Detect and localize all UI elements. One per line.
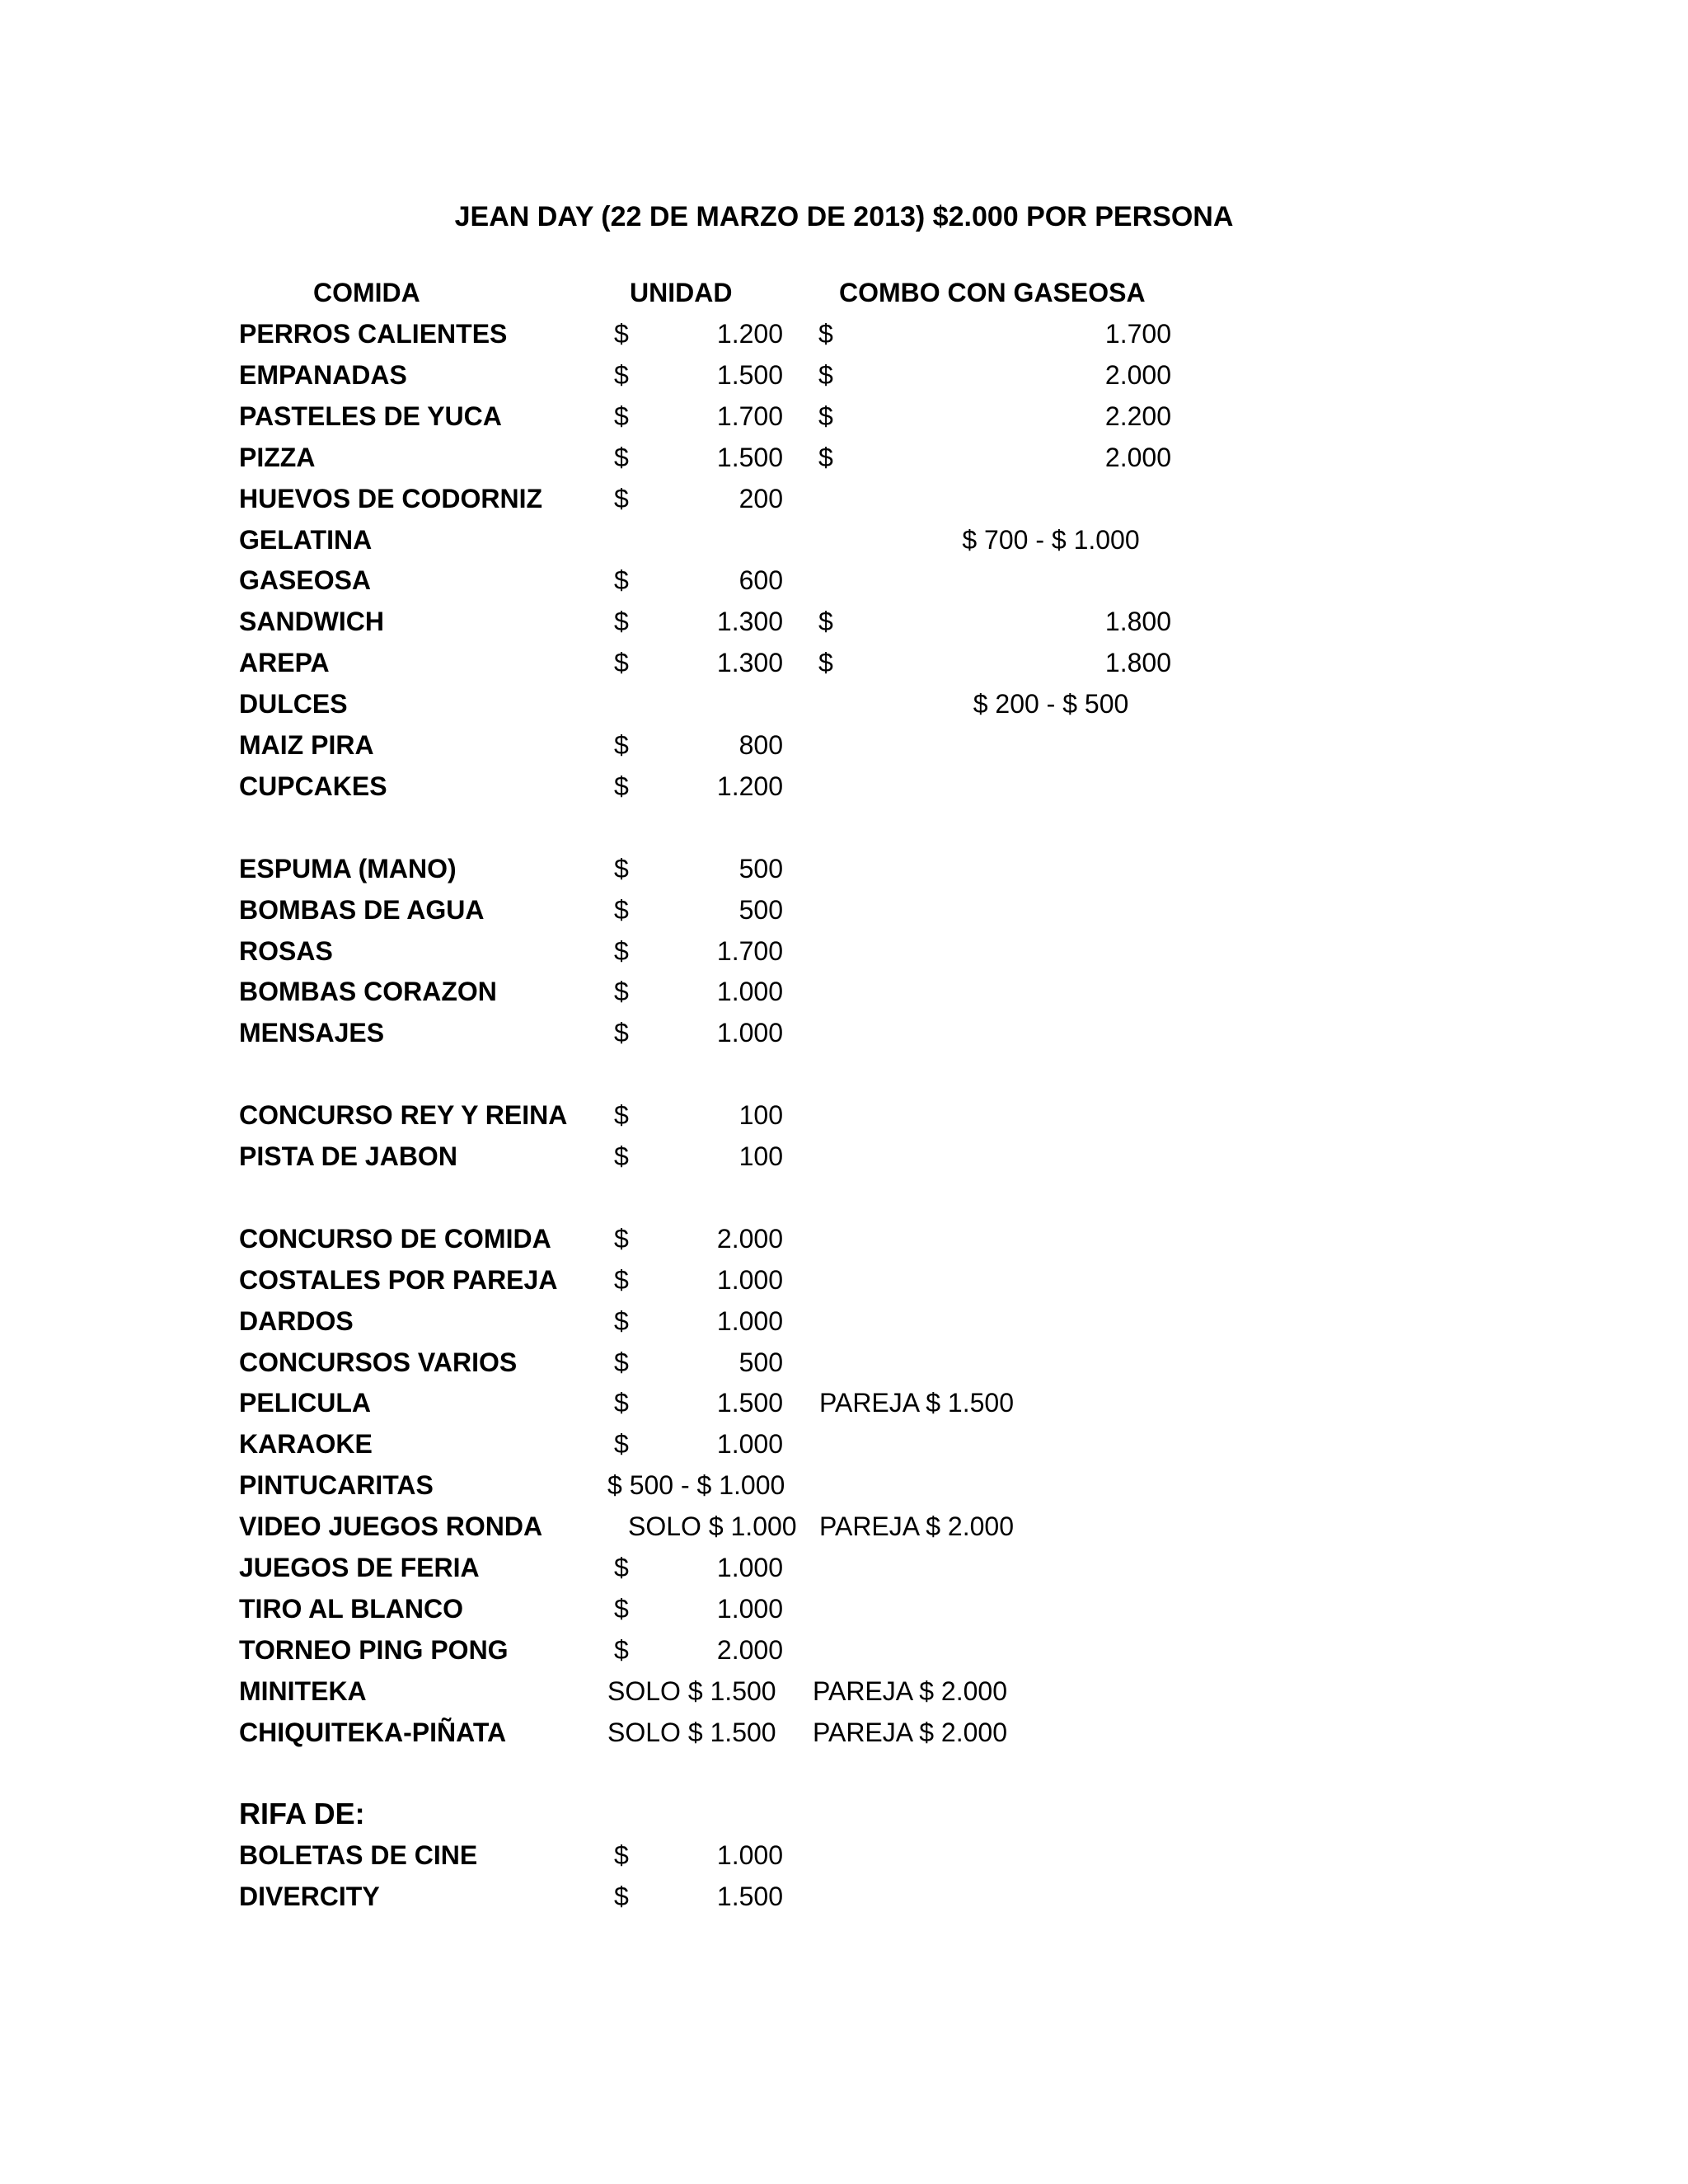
item-name: PERROS CALIENTES xyxy=(239,319,508,349)
unit-price: 1.700 xyxy=(716,935,783,966)
pair-price-text: PAREJA $ 2.000 xyxy=(819,1511,1014,1542)
table-row xyxy=(0,766,1688,807)
unit-price: 1.500 xyxy=(716,1388,783,1418)
unit-price: 1.300 xyxy=(716,607,783,637)
header-comida: COMIDA xyxy=(313,278,420,307)
unit-currency-sign: $ xyxy=(614,935,629,966)
item-name: ROSAS xyxy=(239,935,333,966)
unit-price: 200 xyxy=(738,483,783,513)
unit-price: 500 xyxy=(738,894,783,925)
combo-currency-sign: $ xyxy=(818,442,833,472)
unit-currency-sign: $ xyxy=(614,853,629,883)
unit-currency-sign: $ xyxy=(614,730,629,760)
item-name: COSTALES POR PAREJA xyxy=(239,1264,558,1295)
unit-price: 1.000 xyxy=(716,1593,783,1624)
combo-currency-sign: $ xyxy=(818,319,833,349)
unit-price-text: SOLO $ 1.500 xyxy=(607,1717,776,1747)
unit-currency-sign: $ xyxy=(614,977,629,1007)
unit-price-text: SOLO $ 1.500 xyxy=(607,1675,776,1706)
unit-currency-sign: $ xyxy=(614,1593,629,1624)
unit-price: 2.000 xyxy=(716,1223,783,1254)
unit-price: 1.700 xyxy=(716,401,783,431)
unit-price: 2.000 xyxy=(716,1634,783,1665)
header-unidad: UNIDAD xyxy=(630,278,733,307)
unit-price: 1.500 xyxy=(716,1882,783,1912)
unit-price: 500 xyxy=(738,1347,783,1377)
table-row xyxy=(0,1094,1688,1136)
unit-currency-sign: $ xyxy=(614,1347,629,1377)
unit-currency-sign: $ xyxy=(614,359,629,390)
item-name: VIDEO JUEGOS RONDA xyxy=(239,1511,543,1542)
item-name: CONCURSO REY Y REINA xyxy=(239,1100,568,1131)
table-row xyxy=(0,1876,1688,1917)
unit-price: 500 xyxy=(738,853,783,883)
unit-price: 1.500 xyxy=(716,359,783,390)
item-name: DIVERCITY xyxy=(239,1882,380,1912)
table-row xyxy=(0,560,1688,601)
combo-price-range: $ 200 - $ 500 xyxy=(973,689,1129,719)
unit-currency-sign: $ xyxy=(614,648,629,678)
table-row xyxy=(0,971,1688,1012)
unit-price: 1.500 xyxy=(716,442,783,472)
combo-price-range: $ 700 - $ 1.000 xyxy=(962,524,1140,555)
unit-currency-sign: $ xyxy=(614,1264,629,1295)
unit-currency-sign: $ xyxy=(614,771,629,801)
table-row xyxy=(0,1301,1688,1342)
table-row xyxy=(0,1547,1688,1588)
item-name: AREPA xyxy=(239,648,330,678)
pair-price-text: PAREJA $ 2.000 xyxy=(813,1675,1007,1706)
item-name: GASEOSA xyxy=(239,565,372,596)
section-heading: RIFA DE: xyxy=(239,1797,365,1831)
header-combo: COMBO CON GASEOSA xyxy=(839,278,1146,307)
unit-currency-sign: $ xyxy=(614,1882,629,1912)
page-title: JEAN DAY (22 DE MARZO DE 2013) $2.000 POR PERSONA xyxy=(454,201,1234,232)
unit-price: 1.300 xyxy=(716,648,783,678)
table-row xyxy=(0,1835,1688,1876)
combo-currency-sign: $ xyxy=(818,607,833,637)
unit-currency-sign: $ xyxy=(614,442,629,472)
table-row xyxy=(0,1423,1688,1465)
combo-price: 1.800 xyxy=(1104,607,1171,637)
unit-currency-sign: $ xyxy=(614,1840,629,1871)
unit-price: 1.000 xyxy=(716,977,783,1007)
table-row xyxy=(0,1382,1688,1423)
item-name: CONCURSOS VARIOS xyxy=(239,1347,518,1377)
item-name: PIZZA xyxy=(239,442,316,472)
table-row xyxy=(0,1629,1688,1671)
table-row xyxy=(0,1218,1688,1259)
unit-price: 1.000 xyxy=(716,1305,783,1336)
item-name: PASTELES DE YUCA xyxy=(239,401,502,431)
unit-price: 100 xyxy=(738,1100,783,1131)
table-row xyxy=(0,1465,1688,1506)
unit-currency-sign: $ xyxy=(614,1223,629,1254)
table-row xyxy=(0,437,1688,478)
unit-currency-sign: $ xyxy=(614,565,629,596)
combo-currency-sign: $ xyxy=(818,648,833,678)
table-row xyxy=(0,1671,1688,1712)
item-name: BOMBAS DE AGUA xyxy=(239,894,485,925)
unit-currency-sign: $ xyxy=(614,1018,629,1048)
table-row xyxy=(0,1712,1688,1753)
combo-price: 1.700 xyxy=(1104,319,1171,349)
item-name: JUEGOS DE FERIA xyxy=(239,1553,480,1582)
unit-currency-sign: $ xyxy=(614,607,629,637)
item-name: SANDWICH xyxy=(239,607,384,637)
table-row xyxy=(0,396,1688,437)
item-name: TIRO AL BLANCO xyxy=(239,1593,463,1624)
pair-price-text: PAREJA $ 1.500 xyxy=(819,1388,1014,1418)
item-name: DULCES xyxy=(239,689,348,719)
table-row xyxy=(0,848,1688,889)
combo-currency-sign: $ xyxy=(818,401,833,431)
item-name: CHIQUITEKA-PIÑATA xyxy=(239,1717,507,1747)
unit-price: 600 xyxy=(738,565,783,596)
item-name: ESPUMA (MANO) xyxy=(239,853,457,883)
unit-price: 1.000 xyxy=(716,1840,783,1871)
table-row xyxy=(0,313,1688,354)
unit-price: 1.000 xyxy=(716,1018,783,1048)
table-row xyxy=(0,1342,1688,1383)
item-name: PELICULA xyxy=(239,1388,371,1418)
unit-currency-sign: $ xyxy=(614,401,629,431)
combo-price: 2.000 xyxy=(1104,442,1171,472)
unit-price: 1.000 xyxy=(716,1264,783,1295)
table-row xyxy=(0,930,1688,972)
table-row xyxy=(0,519,1688,560)
table-row xyxy=(0,642,1688,683)
item-name: DARDOS xyxy=(239,1305,354,1336)
unit-currency-sign: $ xyxy=(614,1141,629,1171)
unit-price-text: SOLO $ 1.000 xyxy=(628,1511,797,1542)
unit-currency-sign: $ xyxy=(614,1388,629,1418)
unit-currency-sign: $ xyxy=(614,1634,629,1665)
table-row xyxy=(0,683,1688,724)
unit-currency-sign: $ xyxy=(614,1553,629,1582)
table-row xyxy=(0,478,1688,519)
item-name: KARAOKE xyxy=(239,1429,373,1460)
table-row xyxy=(0,1012,1688,1053)
table-row xyxy=(0,889,1688,930)
item-name: MINITEKA xyxy=(239,1675,367,1706)
item-name: PISTA DE JABON xyxy=(239,1141,457,1171)
item-name: CUPCAKES xyxy=(239,771,387,801)
unit-price: 1.000 xyxy=(716,1553,783,1582)
item-name: PINTUCARITAS xyxy=(239,1470,434,1501)
item-name: MENSAJES xyxy=(239,1018,385,1048)
table-row xyxy=(0,1506,1688,1547)
unit-currency-sign: $ xyxy=(614,1429,629,1460)
unit-price: 1.200 xyxy=(716,771,783,801)
combo-price: 1.800 xyxy=(1104,648,1171,678)
item-name: CONCURSO DE COMIDA xyxy=(239,1223,551,1254)
section-row xyxy=(0,1793,1688,1835)
unit-price-text: $ 500 - $ 1.000 xyxy=(607,1470,785,1501)
unit-currency-sign: $ xyxy=(614,1100,629,1131)
unit-price: 800 xyxy=(738,730,783,760)
unit-price: 1.200 xyxy=(716,319,783,349)
table-row xyxy=(0,1136,1688,1177)
unit-price: 100 xyxy=(738,1141,783,1171)
combo-price: 2.000 xyxy=(1104,359,1171,390)
item-name: BOMBAS CORAZON xyxy=(239,977,497,1007)
combo-currency-sign: $ xyxy=(818,359,833,390)
item-name: HUEVOS DE CODORNIZ xyxy=(239,483,543,513)
item-name: TORNEO PING PONG xyxy=(239,1634,509,1665)
table-row xyxy=(0,354,1688,396)
table-row xyxy=(0,724,1688,766)
item-name: GELATINA xyxy=(239,524,373,555)
unit-currency-sign: $ xyxy=(614,483,629,513)
unit-currency-sign: $ xyxy=(614,1305,629,1336)
item-name: MAIZ PIRA xyxy=(239,730,374,760)
item-name: BOLETAS DE CINE xyxy=(239,1840,478,1871)
table-row xyxy=(0,1259,1688,1301)
table-row xyxy=(0,1588,1688,1629)
pair-price-text: PAREJA $ 2.000 xyxy=(813,1717,1007,1747)
item-name: EMPANADAS xyxy=(239,359,407,390)
unit-price: 1.000 xyxy=(716,1429,783,1460)
combo-price: 2.200 xyxy=(1104,401,1171,431)
table-row xyxy=(0,601,1688,642)
unit-currency-sign: $ xyxy=(614,894,629,925)
unit-currency-sign: $ xyxy=(614,319,629,349)
